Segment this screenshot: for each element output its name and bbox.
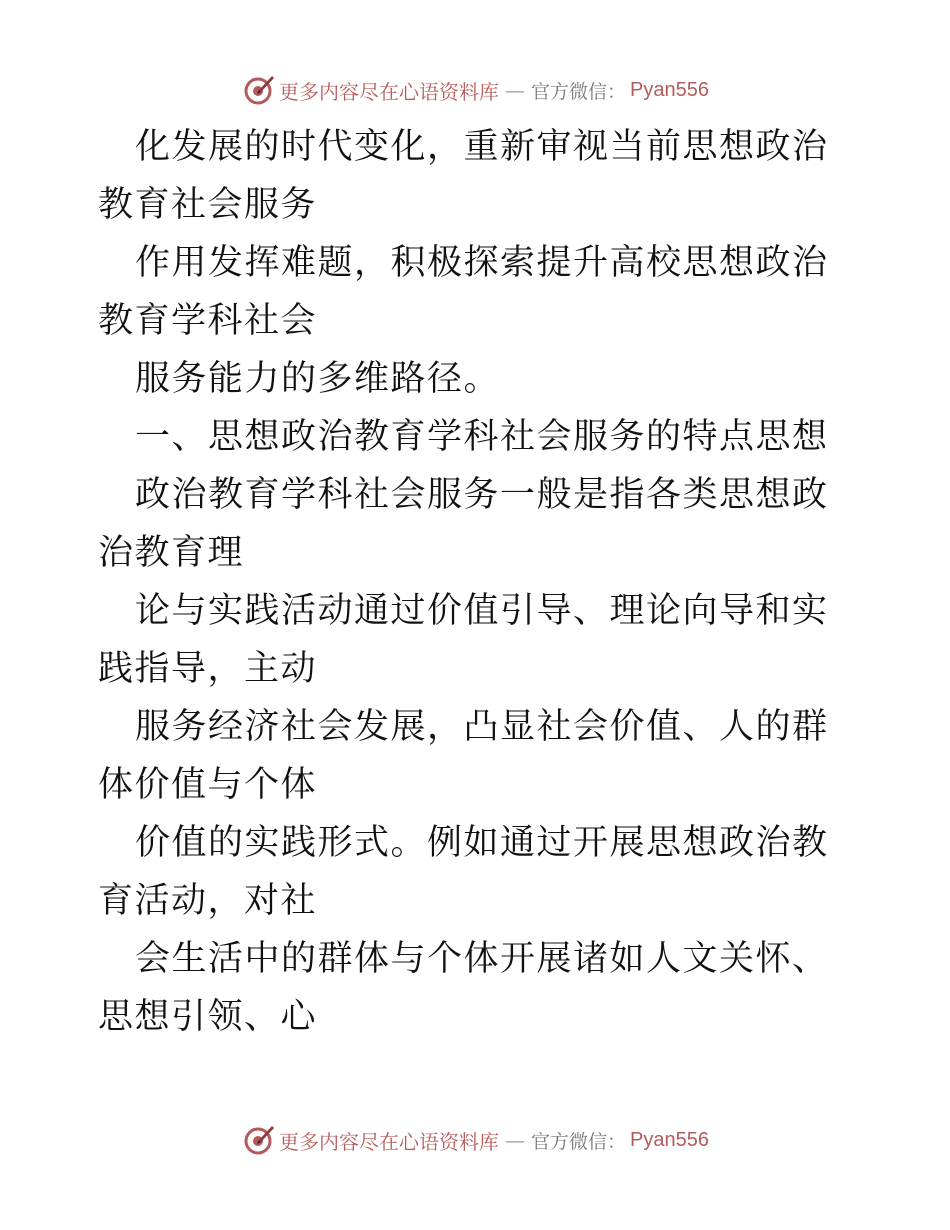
footer-sub-text: 官方微信：: [531, 1130, 627, 1153]
footer-wechat-id: Pyan556: [630, 1128, 709, 1151]
paragraph-3: 服务能力的多维路径。: [135, 359, 501, 399]
header-brand-text: 更多内容尽在心语资料库: [279, 79, 499, 104]
section-heading: 一、思想政治教育学科社会服务的特点思想: [135, 417, 829, 457]
pen-circle-logo-icon: [241, 1123, 275, 1157]
header-wechat-id: Pyan556: [630, 78, 709, 101]
footer-brand-text: 更多内容尽在心语资料库: [279, 1129, 499, 1154]
header-banner-inner: [241, 73, 709, 107]
paragraph-7: 服务经济社会发展，凸显社会价值、人的群体价值与个体: [98, 707, 829, 805]
paragraph-6: 论与实践活动通过价值引导、理论向导和实践指导，主动: [98, 591, 829, 689]
header-sub-text: 官方微信：: [531, 80, 627, 103]
paragraph-5: 政治教育学科社会服务一般是指各类思想政治教育理: [98, 475, 829, 573]
paragraph-8: 价值的实践形式。例如通过开展思想政治教育活动，对社: [98, 823, 829, 921]
footer-banner: [0, 1120, 950, 1160]
pen-circle-logo-icon: [241, 73, 275, 107]
paragraph-9: 会生活中的群体与个体开展诸如人文关怀、思想引领、心: [98, 939, 829, 1037]
header-banner: [0, 70, 950, 110]
footer-banner-inner: [241, 1123, 709, 1157]
footer-separator: —: [505, 1128, 525, 1152]
document-body: [98, 118, 858, 1046]
paragraph-2: 作用发挥难题，积极探索提升高校思想政治教育学科社会: [98, 243, 829, 341]
header-separator: —: [505, 78, 525, 102]
paragraph-1: 化发展的时代变化，重新审视当前思想政治教育社会服务: [98, 127, 829, 225]
